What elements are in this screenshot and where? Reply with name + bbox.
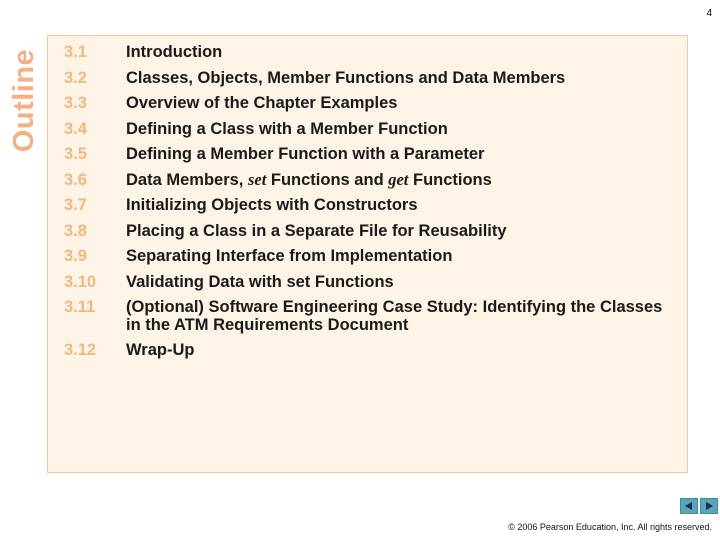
outline-item-title: Overview of the Chapter Examples bbox=[126, 94, 398, 112]
outline-item bbox=[64, 246, 671, 266]
outline-item-title: Initializing Objects with Constructors bbox=[126, 196, 418, 214]
outline-item bbox=[64, 144, 671, 164]
outline-item-title: (Optional) Software Engineering Case Study: Identifying the Classes in the ATM Requirements Document bbox=[126, 298, 663, 334]
page-number: 4 bbox=[706, 8, 712, 19]
triangle-left-icon bbox=[684, 501, 694, 511]
title-text: Functions bbox=[408, 170, 492, 189]
triangle-right-icon bbox=[704, 501, 714, 511]
outline-item-title: Wrap-Up bbox=[126, 340, 195, 359]
outline-item-number: 3.1 bbox=[64, 43, 87, 61]
outline-item-title: Defining a Member Function with a Parameter bbox=[126, 145, 485, 163]
outline-item bbox=[64, 272, 671, 292]
outline-item-number: 3.4 bbox=[64, 119, 87, 138]
next-slide-button[interactable] bbox=[700, 498, 718, 514]
outline-item-number: 3.12 bbox=[64, 340, 97, 359]
outline-item-title: Classes, Objects, Member Functions and Data Members bbox=[126, 68, 566, 87]
outline-item-number: 3.2 bbox=[64, 68, 87, 87]
previous-slide-button[interactable] bbox=[680, 498, 698, 514]
copyright-notice: © 2006 Pearson Education, Inc. All rights reserved. bbox=[508, 522, 712, 532]
outline-item bbox=[64, 68, 671, 88]
title-text: Functions and bbox=[266, 170, 389, 189]
outline-item-title bbox=[126, 170, 492, 189]
outline-item-number: 3.5 bbox=[64, 145, 87, 163]
title-emphasis-get: get bbox=[388, 169, 409, 189]
outline-item-number: 3.8 bbox=[64, 221, 87, 240]
outline-box bbox=[47, 35, 688, 473]
outline-item-number: 3.10 bbox=[64, 272, 97, 291]
outline-item-number: 3.3 bbox=[64, 94, 87, 112]
outline-item bbox=[64, 221, 671, 241]
outline-item-title: Defining a Class with a Member Function bbox=[126, 119, 448, 138]
outline-item bbox=[64, 297, 671, 334]
outline-item-number: 3.11 bbox=[64, 298, 96, 316]
outline-item-title: Separating Interface from Implementation bbox=[126, 247, 453, 265]
outline-item bbox=[64, 340, 671, 360]
outline-item bbox=[64, 195, 671, 215]
outline-item bbox=[64, 93, 671, 113]
outline-item bbox=[64, 170, 671, 190]
outline-item-number: 3.9 bbox=[64, 247, 87, 265]
outline-item bbox=[64, 119, 671, 139]
outline-sidebar-label bbox=[7, 40, 43, 160]
outline-item-title: Placing a Class in a Separate File for Reusability bbox=[126, 221, 507, 240]
outline-sidebar-text: Outline bbox=[8, 48, 41, 152]
outline-item-title: Introduction bbox=[126, 43, 223, 61]
title-text: Data Members, bbox=[126, 170, 248, 189]
outline-item-number: 3.6 bbox=[64, 170, 87, 189]
outline-list bbox=[64, 42, 671, 365]
outline-item bbox=[64, 42, 671, 62]
outline-item-title: Validating Data with set Functions bbox=[126, 272, 394, 291]
outline-item-number: 3.7 bbox=[64, 196, 87, 214]
slide-navigation bbox=[680, 498, 718, 514]
title-emphasis-set: set bbox=[247, 169, 267, 189]
